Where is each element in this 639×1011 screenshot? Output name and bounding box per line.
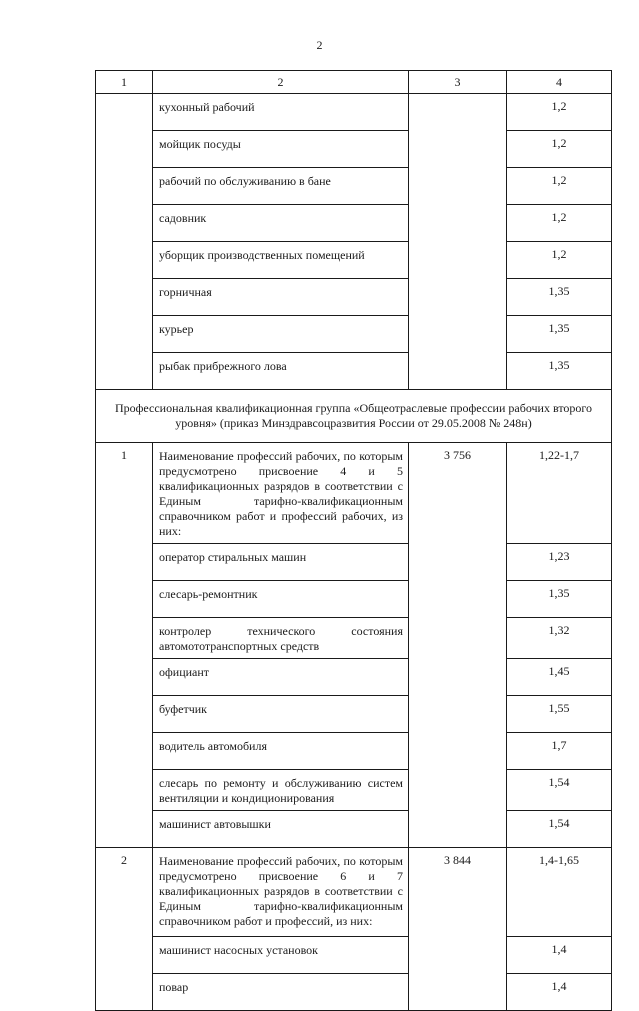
table-row [96, 279, 612, 316]
header-col-3: 3 [409, 71, 507, 94]
group-title: Профессиональная квалификационная группа «Общеотраслевые профессии рабочих второго уровня» (приказ Минздравсоцразвития России от 29.05.2008 № 248н) [96, 390, 612, 443]
base-salary: 3 844 [409, 848, 507, 1011]
coefficient: 1,7 [507, 733, 612, 770]
table-header-row [96, 71, 612, 94]
profession-name: слесарь-ремонтник [153, 581, 409, 618]
group-heading-row [96, 390, 612, 443]
profession-name: рабочий по обслуживанию в бане [153, 168, 409, 205]
coefficient: 1,2 [507, 242, 612, 279]
table-row [96, 316, 612, 353]
profession-name: оператор стиральных машин [153, 544, 409, 581]
level-2-row [96, 848, 612, 937]
level-number: 1 [96, 443, 153, 848]
table-row [96, 353, 612, 390]
level-description: Наименование профессий рабочих, по которым предусмотрено присвоение 4 и 5 квалификационных разрядов в соответствии с Единым тарифно-квалификационным справочником работ и профессий рабочих, из них: [153, 443, 409, 544]
coefficient: 1,45 [507, 659, 612, 696]
table-row [96, 974, 612, 1011]
coefficient: 1,35 [507, 316, 612, 353]
level-description: Наименование профессий рабочих, по которым предусмотрено присвоение 6 и 7 квалификационных разрядов в соответствии с Единым тарифно-квалификационным справочником работ и профессий, из них: [153, 848, 409, 937]
coefficient: 1,2 [507, 205, 612, 242]
table-row [96, 544, 612, 581]
page-number: 2 [316, 38, 323, 52]
coefficient-range: 1,22-1,7 [507, 443, 612, 544]
profession-name: машинист автовышки [153, 811, 409, 848]
coefficient: 1,54 [507, 811, 612, 848]
profession-name: официант [153, 659, 409, 696]
table-row [96, 770, 612, 811]
profession-name: слесарь по ремонту и обслуживанию систем вентиляции и кондиционирования [153, 770, 409, 811]
coefficient: 1,4 [507, 937, 612, 974]
coefficient: 1,35 [507, 279, 612, 316]
profession-name: садовник [153, 205, 409, 242]
table-row [96, 733, 612, 770]
table-row [96, 131, 612, 168]
coefficient: 1,2 [507, 131, 612, 168]
level-number: 2 [96, 848, 153, 1011]
profession-name: контролер технического состояния автомототранспортных средств [153, 618, 409, 659]
coefficient-range: 1,4-1,65 [507, 848, 612, 937]
table-row [96, 168, 612, 205]
level-1-row [96, 443, 612, 544]
table-row [96, 618, 612, 659]
profession-name: рыбак прибрежного лова [153, 353, 409, 390]
coefficient: 1,23 [507, 544, 612, 581]
profession-name: кухонный рабочий [153, 94, 409, 131]
coefficient: 1,35 [507, 353, 612, 390]
profession-name: мойщик посуды [153, 131, 409, 168]
table-row [96, 659, 612, 696]
profession-name: буфетчик [153, 696, 409, 733]
coefficient: 1,4 [507, 974, 612, 1011]
header-col-1: 1 [96, 71, 153, 94]
table-row [96, 811, 612, 848]
profession-name: водитель автомобиля [153, 733, 409, 770]
profession-name: горничная [153, 279, 409, 316]
salary-cell-empty [409, 94, 507, 390]
profession-name: повар [153, 974, 409, 1011]
header-col-2: 2 [153, 71, 409, 94]
table-row [96, 94, 612, 131]
profession-salary-table [95, 70, 612, 1011]
coefficient: 1,35 [507, 581, 612, 618]
coefficient: 1,2 [507, 168, 612, 205]
header-col-4: 4 [507, 71, 612, 94]
coefficient: 1,2 [507, 94, 612, 131]
profession-name: курьер [153, 316, 409, 353]
table-row [96, 937, 612, 974]
coefficient: 1,32 [507, 618, 612, 659]
table-row [96, 242, 612, 279]
base-salary: 3 756 [409, 443, 507, 848]
profession-name: машинист насосных установок [153, 937, 409, 974]
coefficient: 1,54 [507, 770, 612, 811]
profession-name: уборщик производственных помещений [153, 242, 409, 279]
coefficient: 1,55 [507, 696, 612, 733]
table-row [96, 205, 612, 242]
level-cell-empty [96, 94, 153, 390]
table-row [96, 696, 612, 733]
table-row [96, 581, 612, 618]
